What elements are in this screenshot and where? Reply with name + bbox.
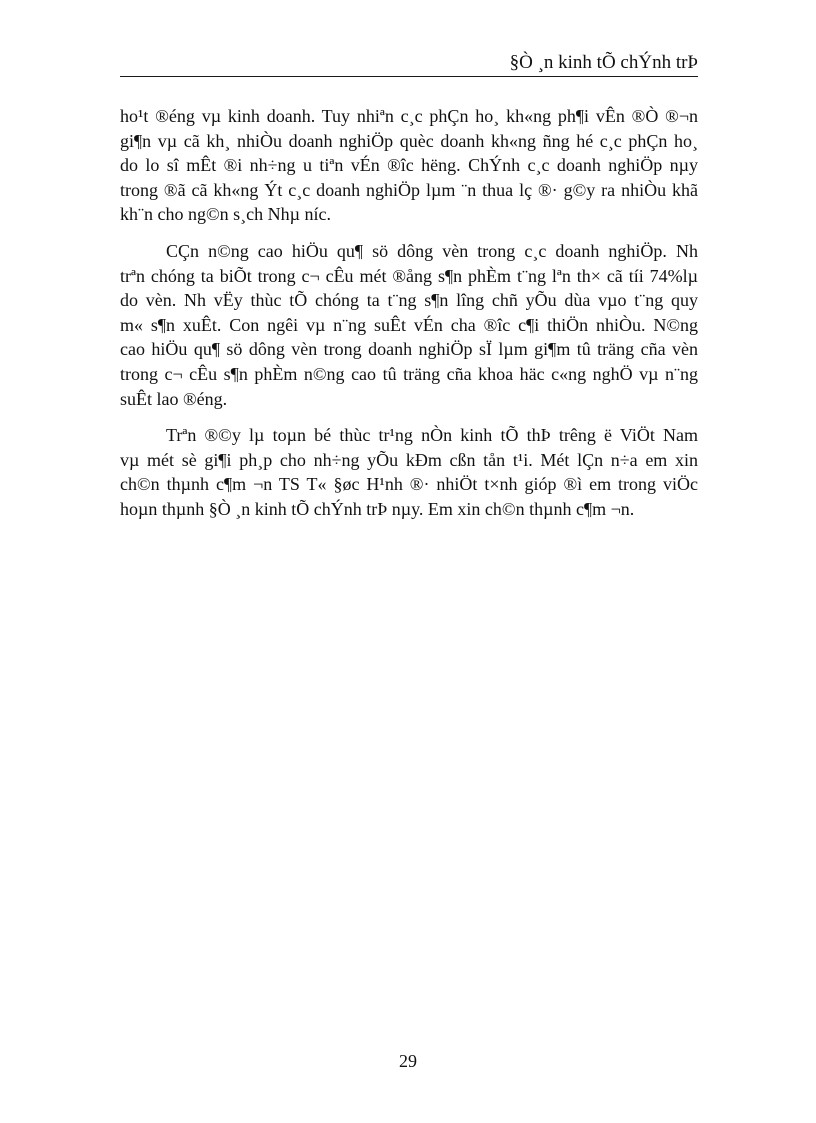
body-text	[120, 104, 698, 534]
running-header-title: §Ò ¸n kinh tÕ chÝnh trÞ	[509, 52, 698, 73]
text-line: CÇn n©ng cao hiÖu qu¶ sö dông vèn trong c¸c doanh nghiÖp. Nh	[166, 240, 698, 261]
text-line: trong ®ã cã kh«ng Ýt c¸c doanh nghiÖp lµm ¨n thua lç ®· g©y ra nhiÒu khã	[120, 179, 698, 200]
text-line: ho¹t ®éng vµ kinh doanh. Tuy nhiªn c¸c phÇn ho¸ kh«ng ph¶i vÊn ®Ò ®¬n	[120, 106, 698, 126]
text-line: ch©n thµnh c¶m ¬n TS T« §øc H¹nh ®· nhiÖt t×nh gióp ®ì em trong viÖc	[120, 474, 698, 495]
text-line: Trªn ®©y lµ toµn bé thùc tr¹ng nÒn kinh tÕ thÞ trêng ë ViÖt Nam	[166, 425, 698, 446]
text-line: kh¨n cho ng©n s¸ch Nhµ níc.	[120, 204, 332, 225]
text-line: vµ mét sè gi¶i ph¸p cho nh÷ng yÕu kÐm cßn tån t¹i. Mét lÇn n÷a em xin	[120, 449, 698, 470]
paragraph-3	[120, 423, 698, 521]
text-line: trªn chóng ta biÕt trong c¬ cÊu mét ®ång s¶n phÈm t¨ng lªn th× cã tíi 74%lµ	[120, 265, 698, 286]
text-line: suÊt lao ®éng.	[120, 388, 228, 409]
text-line: m« s¶n xuÊt. Con ngêi vµ n¨ng suÊt vÉn cha ®îc c¶i thiÖn nhiÒu. N©ng	[120, 314, 698, 335]
running-header	[120, 52, 698, 77]
paragraph-1	[120, 104, 698, 227]
text-line: hoµn thµnh §Ò ¸n kinh tÕ chÝnh trÞ nµy. Em xin ch©n thµnh c¶m ¬n.	[120, 498, 635, 519]
text-line: cao hiÖu qu¶ sö dông vèn trong doanh nghiÖp sÏ lµm gi¶m tû träng cña vèn	[120, 339, 698, 360]
text-line: gi¶n vµ cã kh¸ nhiÒu doanh nghiÖp quèc doanh kh«ng ñng hé c¸c phÇn ho¸	[120, 130, 698, 151]
text-line: trong c¬ cÊu s¶n phÈm n©ng cao tû träng cña khoa häc c«ng nghÖ vµ n¨ng	[120, 363, 698, 384]
page-number: 29	[399, 1051, 417, 1071]
paragraph-2	[120, 239, 698, 411]
text-line: do vèn. Nh vËy thùc tÕ chóng ta t¨ng s¶n lîng chñ yÕu dùa vµo t¨ng quy	[120, 290, 698, 311]
text-line: do lo sî mÊt ®i nh÷ng u tiªn vÉn ®îc hëng. ChÝnh c¸c doanh nghiÖp nµy	[120, 155, 698, 176]
